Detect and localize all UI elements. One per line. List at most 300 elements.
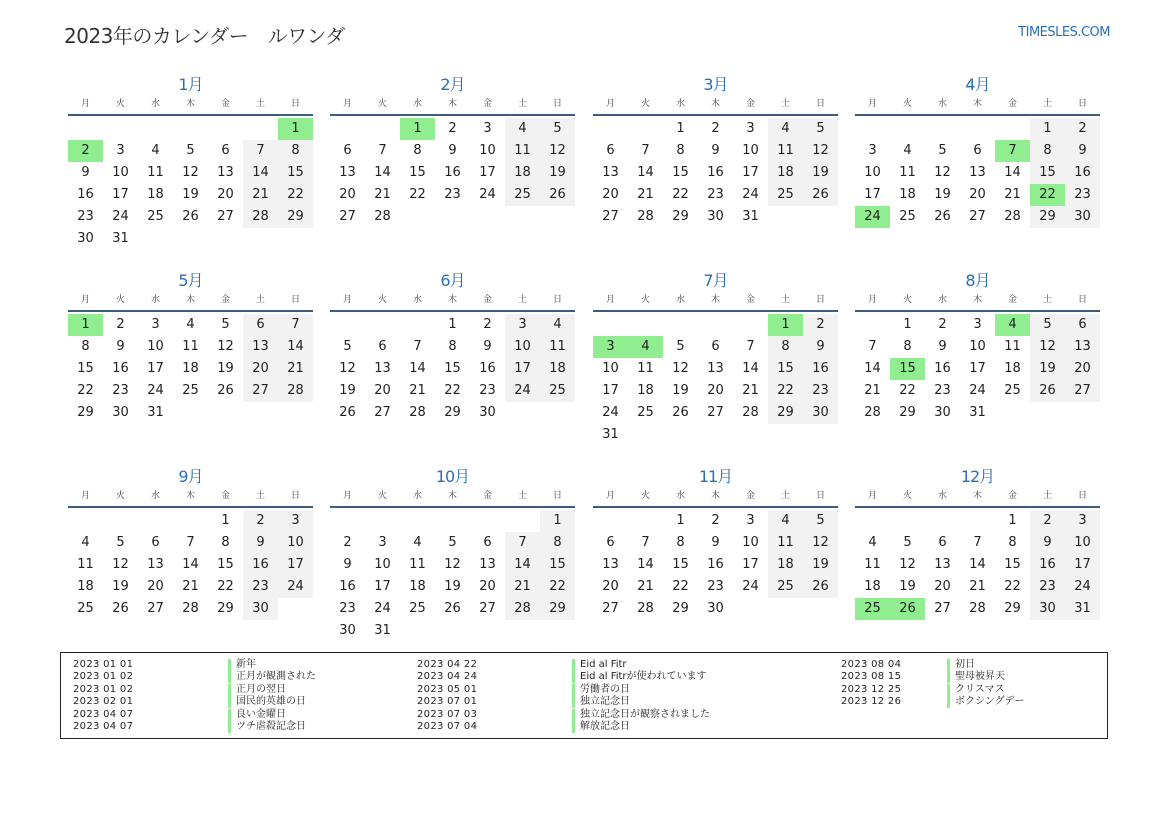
day-cell: 29 — [1004, 601, 1021, 616]
holiday-date: 2023 12 26 — [841, 696, 902, 708]
month-10 — [330, 466, 575, 642]
day-cell: 4 — [768, 118, 803, 140]
weekday-label: 月 — [342, 491, 352, 501]
weekday-label: 水 — [937, 491, 947, 501]
empty-cell — [173, 118, 208, 140]
holiday-name: ツチ虐殺記念日 — [228, 721, 306, 733]
day-cell: 2 — [1065, 118, 1100, 140]
weekday-label: 金 — [745, 99, 755, 109]
month-9 — [68, 466, 313, 620]
day-cell: 31 — [742, 209, 759, 224]
holiday-day-cell: 4 — [628, 336, 663, 358]
empty-cell — [663, 314, 698, 336]
day-cell: 15 — [217, 557, 234, 572]
day-cell: 29 — [77, 405, 94, 420]
day-cell: 11 — [637, 361, 654, 376]
day-cell: 23 — [77, 209, 94, 224]
day-cell: 18 — [899, 187, 916, 202]
day-cell: 25 — [1004, 383, 1021, 398]
day-cell: 30 — [243, 598, 278, 620]
holiday-name: 新年 — [228, 659, 256, 671]
empty-cell — [698, 314, 733, 336]
day-cell: 7 — [278, 314, 313, 336]
day-cell: 6 — [606, 143, 615, 158]
day-cell: 6 — [343, 143, 352, 158]
day-cell: 21 — [182, 579, 199, 594]
day-cell: 22 — [672, 187, 689, 202]
empty-cell — [208, 118, 243, 140]
weekday-label: 金 — [220, 491, 230, 501]
holiday-date: 2023 07 04 — [417, 720, 478, 732]
weekday-header — [855, 490, 1100, 508]
weekday-label: 日 — [552, 99, 562, 109]
weekday-label: 日 — [290, 99, 300, 109]
day-cell: 3 — [151, 317, 160, 332]
day-cell: 11 — [768, 532, 803, 554]
day-cell: 1 — [448, 317, 457, 332]
day-cell: 13 — [374, 361, 391, 376]
weekday-label: 日 — [815, 295, 825, 305]
day-cell: 1 — [1008, 513, 1017, 528]
day-cell: 14 — [182, 557, 199, 572]
day-cell: 24 — [742, 187, 759, 202]
day-cell: 7 — [378, 143, 387, 158]
day-cell: 30 — [1030, 598, 1065, 620]
day-cell: 8 — [413, 143, 422, 158]
empty-cell — [925, 118, 960, 140]
holiday-day-cell: 25 — [855, 598, 890, 620]
day-cell: 19 — [217, 361, 234, 376]
day-cell: 8 — [81, 339, 90, 354]
day-cell: 23 — [112, 383, 129, 398]
day-cell: 12 — [444, 557, 461, 572]
holiday-day-cell: 1 — [400, 118, 435, 140]
day-cell: 10 — [864, 165, 881, 180]
day-cell: 29 — [899, 405, 916, 420]
day-cell: 5 — [903, 535, 912, 550]
day-cell: 18 — [409, 579, 426, 594]
day-cell: 25 — [182, 383, 199, 398]
day-cell: 6 — [973, 143, 982, 158]
day-cell: 7 — [186, 535, 195, 550]
day-cell: 15 — [444, 361, 461, 376]
day-cell: 14 — [742, 361, 759, 376]
empty-cell — [365, 314, 400, 336]
weekday-header — [855, 294, 1100, 312]
day-cell: 13 — [339, 165, 356, 180]
weekday-label: 金 — [745, 491, 755, 501]
day-cell: 1 — [676, 121, 685, 136]
day-cell: 5 — [343, 339, 352, 354]
day-cell: 26 — [934, 209, 951, 224]
day-cell: 16 — [112, 361, 129, 376]
holiday-day-cell: 4 — [995, 314, 1030, 336]
day-cell: 8 — [448, 339, 457, 354]
holiday-date: 2023 08 04 — [841, 659, 902, 670]
empty-cell — [365, 510, 400, 532]
day-cell: 19 — [803, 554, 838, 576]
day-cell: 27 — [339, 209, 356, 224]
day-cell: 24 — [1065, 576, 1100, 598]
day-cell: 20 — [934, 579, 951, 594]
day-cell: 28 — [742, 405, 759, 420]
day-cell: 20 — [707, 383, 724, 398]
day-cell: 17 — [112, 187, 129, 202]
weekday-header — [68, 490, 313, 508]
day-cell: 26 — [540, 184, 575, 206]
day-cell: 30 — [707, 601, 724, 616]
day-cell: 15 — [672, 165, 689, 180]
weekday-label: 金 — [1007, 491, 1017, 501]
weekday-label: 月 — [342, 99, 352, 109]
site-link[interactable]: TIMESLES.COM — [1018, 25, 1110, 40]
weekday-header — [593, 294, 838, 312]
day-cell: 30 — [803, 402, 838, 424]
day-cell: 11 — [409, 557, 426, 572]
day-cell: 30 — [112, 405, 129, 420]
holiday-day-cell: 1 — [768, 314, 803, 336]
day-cell: 14 — [409, 361, 426, 376]
day-cell: 5 — [676, 339, 685, 354]
day-cell: 28 — [1004, 209, 1021, 224]
day-cell: 26 — [444, 601, 461, 616]
month-title: 4月 — [965, 75, 990, 94]
empty-cell — [925, 510, 960, 532]
day-cell: 19 — [934, 187, 951, 202]
day-cell: 16 — [339, 579, 356, 594]
holiday-name: Eid al Fitr — [572, 659, 627, 671]
weekday-label: 木 — [972, 491, 982, 501]
weekday-label: 火 — [902, 491, 912, 501]
day-cell: 7 — [641, 143, 650, 158]
day-cell: 22 — [278, 184, 313, 206]
day-cell: 17 — [1065, 554, 1100, 576]
days-grid — [330, 510, 575, 642]
day-cell: 26 — [803, 576, 838, 598]
day-cell: 3 — [116, 143, 125, 158]
holiday-day-cell: 7 — [995, 140, 1030, 162]
day-cell: 6 — [243, 314, 278, 336]
day-cell: 7 — [505, 532, 540, 554]
holiday-name: 独立記念日が観察されました — [572, 709, 710, 721]
holiday-day-cell: 24 — [855, 206, 890, 228]
month-title: 8月 — [965, 271, 990, 290]
holiday-list — [60, 652, 1108, 739]
day-cell: 30 — [77, 231, 94, 246]
day-cell: 14 — [505, 554, 540, 576]
day-cell: 7 — [868, 339, 877, 354]
day-cell: 23 — [243, 576, 278, 598]
holiday-name: ボクシングデー — [947, 696, 1025, 708]
month-4 — [855, 74, 1100, 228]
day-cell: 6 — [1065, 314, 1100, 336]
day-cell: 7 — [746, 339, 755, 354]
holiday-name: 独立記念日 — [572, 696, 630, 708]
day-cell: 13 — [602, 165, 619, 180]
days-grid — [593, 314, 838, 446]
day-cell: 20 — [374, 383, 391, 398]
day-cell: 28 — [864, 405, 881, 420]
day-cell: 12 — [540, 140, 575, 162]
holiday-date: 2023 08 15 — [841, 671, 902, 683]
weekday-label: 金 — [1007, 295, 1017, 305]
weekday-label: 日 — [1077, 295, 1087, 305]
day-cell: 14 — [1004, 165, 1021, 180]
day-cell: 21 — [505, 576, 540, 598]
day-cell: 9 — [243, 532, 278, 554]
day-cell: 20 — [339, 187, 356, 202]
day-cell: 21 — [243, 184, 278, 206]
weekday-label: 土 — [780, 295, 790, 305]
empty-cell — [138, 510, 173, 532]
day-cell: 10 — [374, 557, 391, 572]
day-cell: 27 — [374, 405, 391, 420]
weekday-label: 木 — [185, 99, 195, 109]
day-cell: 31 — [147, 405, 164, 420]
empty-cell — [68, 118, 103, 140]
holiday-name: 聖母被昇天 — [947, 671, 1005, 683]
day-cell: 11 — [864, 557, 881, 572]
day-cell: 3 — [1065, 510, 1100, 532]
day-cell: 15 — [77, 361, 94, 376]
weekday-header — [593, 98, 838, 116]
day-cell: 15 — [1030, 162, 1065, 184]
day-cell: 17 — [374, 579, 391, 594]
day-cell: 13 — [147, 557, 164, 572]
day-cell: 1 — [903, 317, 912, 332]
empty-cell — [365, 118, 400, 140]
days-grid — [855, 314, 1100, 424]
day-cell: 29 — [672, 601, 689, 616]
month-2 — [330, 74, 575, 228]
day-cell: 26 — [339, 405, 356, 420]
day-cell: 12 — [112, 557, 129, 572]
day-cell: 18 — [505, 162, 540, 184]
empty-cell — [173, 510, 208, 532]
day-cell: 6 — [711, 339, 720, 354]
day-cell: 5 — [186, 143, 195, 158]
empty-cell — [68, 510, 103, 532]
day-cell: 22 — [672, 579, 689, 594]
day-cell: 9 — [81, 165, 90, 180]
weekday-label: 日 — [290, 491, 300, 501]
day-cell: 17 — [278, 554, 313, 576]
day-cell: 20 — [217, 187, 234, 202]
day-cell: 25 — [77, 601, 94, 616]
day-cell: 14 — [374, 165, 391, 180]
weekday-label: 土 — [1042, 295, 1052, 305]
holiday-name: 労働者の日 — [572, 684, 630, 696]
day-cell: 19 — [672, 383, 689, 398]
weekday-label: 木 — [710, 491, 720, 501]
day-cell: 24 — [602, 405, 619, 420]
holiday-date: 2023 07 03 — [417, 708, 478, 720]
day-cell: 24 — [479, 187, 496, 202]
day-cell: 24 — [112, 209, 129, 224]
weekday-label: 土 — [1042, 491, 1052, 501]
weekday-label: 土 — [255, 491, 265, 501]
day-cell: 25 — [899, 209, 916, 224]
empty-cell — [330, 118, 365, 140]
day-cell: 1 — [540, 510, 575, 532]
weekday-label: 火 — [115, 99, 125, 109]
holiday-day-cell: 22 — [1030, 184, 1065, 206]
day-cell: 28 — [637, 209, 654, 224]
day-cell: 22 — [768, 380, 803, 402]
empty-cell — [243, 118, 278, 140]
holiday-name: Eid al Fitrが使われています — [572, 671, 707, 683]
day-cell: 3 — [278, 510, 313, 532]
empty-cell — [593, 314, 628, 336]
day-cell: 29 — [217, 601, 234, 616]
holiday-name: 良い金曜日 — [228, 709, 286, 721]
holiday-date: 2023 12 25 — [841, 683, 902, 695]
weekday-label: 金 — [482, 491, 492, 501]
day-cell: 4 — [540, 314, 575, 336]
day-cell: 21 — [409, 383, 426, 398]
weekday-label: 月 — [342, 295, 352, 305]
day-cell: 12 — [182, 165, 199, 180]
day-cell: 16 — [934, 361, 951, 376]
month-8 — [855, 270, 1100, 424]
holiday-day-cell: 3 — [593, 336, 628, 358]
day-cell: 16 — [479, 361, 496, 376]
day-cell: 27 — [1065, 380, 1100, 402]
day-cell: 30 — [339, 623, 356, 638]
day-cell: 10 — [505, 336, 540, 358]
day-cell: 17 — [147, 361, 164, 376]
day-cell: 25 — [637, 405, 654, 420]
day-cell: 12 — [803, 532, 838, 554]
empty-cell — [138, 118, 173, 140]
weekday-label: 土 — [517, 99, 527, 109]
day-cell: 17 — [479, 165, 496, 180]
weekday-label: 金 — [482, 99, 492, 109]
weekday-label: 金 — [482, 295, 492, 305]
holiday-name: 国民的英雄の日 — [228, 696, 306, 708]
empty-cell — [330, 314, 365, 336]
day-cell: 12 — [339, 361, 356, 376]
day-cell: 16 — [1065, 162, 1100, 184]
weekday-header — [855, 98, 1100, 116]
weekday-label: 木 — [185, 295, 195, 305]
weekday-label: 日 — [1077, 491, 1087, 501]
weekday-label: 火 — [115, 491, 125, 501]
weekday-label: 木 — [972, 295, 982, 305]
empty-cell — [995, 118, 1030, 140]
month-12 — [855, 466, 1100, 620]
day-cell: 21 — [864, 383, 881, 398]
empty-cell — [470, 510, 505, 532]
weekday-label: 日 — [815, 491, 825, 501]
empty-cell — [330, 510, 365, 532]
day-cell: 20 — [479, 579, 496, 594]
day-cell: 9 — [711, 143, 720, 158]
day-cell: 5 — [448, 535, 457, 550]
day-cell: 26 — [672, 405, 689, 420]
day-cell: 3 — [973, 317, 982, 332]
month-1 — [68, 74, 313, 250]
month-11 — [593, 466, 838, 620]
day-cell: 22 — [444, 383, 461, 398]
day-cell: 27 — [602, 209, 619, 224]
weekday-label: 火 — [377, 99, 387, 109]
days-grid — [68, 118, 313, 250]
day-cell: 2 — [1030, 510, 1065, 532]
day-cell: 28 — [278, 380, 313, 402]
day-cell: 11 — [77, 557, 94, 572]
weekday-label: 水 — [675, 491, 685, 501]
day-cell: 25 — [147, 209, 164, 224]
day-cell: 5 — [803, 510, 838, 532]
day-cell: 27 — [707, 405, 724, 420]
day-cell: 3 — [483, 121, 492, 136]
day-cell: 1 — [676, 513, 685, 528]
day-cell: 24 — [505, 380, 540, 402]
day-cell: 3 — [505, 314, 540, 336]
day-cell: 28 — [969, 601, 986, 616]
day-cell: 30 — [1065, 206, 1100, 228]
day-cell: 4 — [186, 317, 195, 332]
day-cell: 9 — [483, 339, 492, 354]
day-cell: 28 — [182, 601, 199, 616]
empty-cell — [103, 118, 138, 140]
day-cell: 2 — [711, 121, 720, 136]
day-cell: 14 — [969, 557, 986, 572]
day-cell: 6 — [606, 535, 615, 550]
day-cell: 26 — [1030, 380, 1065, 402]
day-cell: 25 — [540, 380, 575, 402]
day-cell: 6 — [483, 535, 492, 550]
day-cell: 24 — [278, 576, 313, 598]
weekday-label: 日 — [1077, 99, 1087, 109]
day-cell: 30 — [707, 209, 724, 224]
holiday-date: 2023 01 02 — [73, 671, 134, 683]
holiday-date: 2023 04 24 — [417, 671, 478, 683]
day-cell: 6 — [221, 143, 230, 158]
weekday-label: 土 — [780, 491, 790, 501]
day-cell: 15 — [409, 165, 426, 180]
day-cell: 1 — [221, 513, 230, 528]
day-cell: 11 — [182, 339, 199, 354]
day-cell: 9 — [448, 143, 457, 158]
day-cell: 26 — [217, 383, 234, 398]
empty-cell — [435, 510, 470, 532]
day-cell: 2 — [711, 513, 720, 528]
day-cell: 27 — [934, 601, 951, 616]
day-cell: 23 — [1030, 576, 1065, 598]
day-cell: 7 — [973, 535, 982, 550]
weekday-label: 月 — [605, 99, 615, 109]
day-cell: 18 — [540, 358, 575, 380]
day-cell: 16 — [707, 557, 724, 572]
day-cell: 29 — [672, 209, 689, 224]
holiday-name: クリスマス — [947, 684, 1005, 696]
day-cell: 18 — [1004, 361, 1021, 376]
weekday-label: 水 — [937, 99, 947, 109]
day-cell: 12 — [672, 361, 689, 376]
month-6 — [330, 270, 575, 424]
day-cell: 17 — [742, 165, 759, 180]
empty-cell — [103, 510, 138, 532]
days-grid — [855, 118, 1100, 228]
day-cell: 6 — [151, 535, 160, 550]
day-cell: 8 — [676, 535, 685, 550]
weekday-header — [330, 490, 575, 508]
day-cell: 18 — [637, 383, 654, 398]
holiday-name: 初日 — [947, 659, 975, 671]
weekday-label: 土 — [255, 295, 265, 305]
